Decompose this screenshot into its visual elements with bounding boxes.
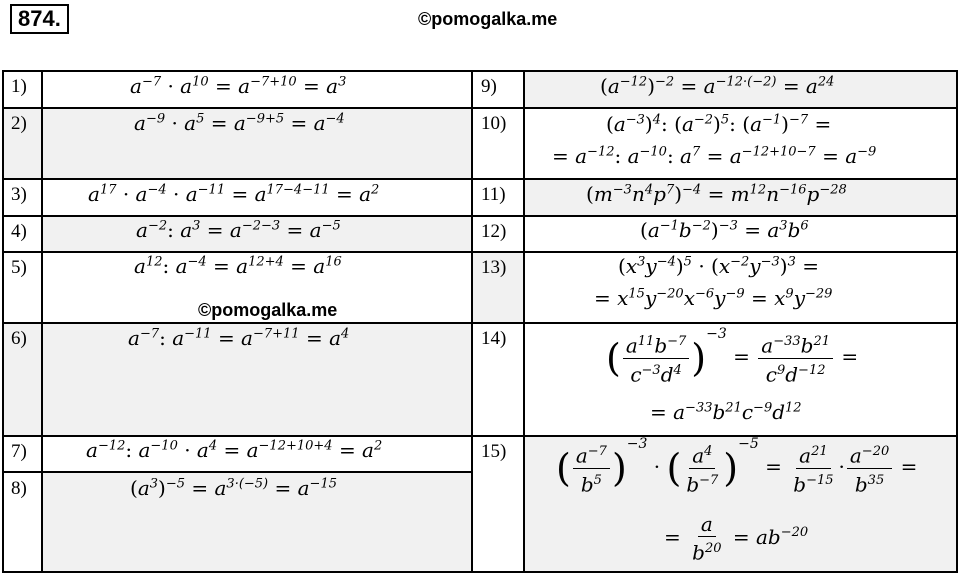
formula-14b: = $a^{-33}b^{21}c^{-9}d^{12}$ [650,400,802,424]
formula-11: $(m^{-3}n^4p^7)^{-4} = m^{12}n^{-16}p^{-28}$ [586,182,847,206]
item-number: 3) [11,184,27,205]
formula-5: $a^{12}$: $a^{-4} = a^{12+4} = a^{16}$ [134,254,342,278]
formula-1: $a^{-7} \cdot a^{10} = a^{-7+10} = a^3$ [130,74,347,98]
item-number: 1) [11,76,27,97]
formula-15b: = $\frac{a}{b^{20}}$ = $ab^{-20}$ [664,512,809,565]
formula-2: $a^{-9} \cdot a^5 = a^{-9+5} = a^{-4}$ [134,111,345,135]
item-number: 15) [481,441,507,462]
formula-8: $(a^3)^{-5} = a^{3\cdot(-5)} = a^{-15}$ [130,476,337,500]
formula-12: $(a^{-1}b^{-2})^{-3} = a^3b^6$ [640,218,809,242]
item-number: 14) [481,328,507,349]
formula-4: $a^{-2}$: $a^3 = a^{-2-3} = a^{-5}$ [136,218,341,242]
item-number: 8) [11,478,27,499]
item-number: 11) [481,184,506,205]
formula-13a: $(x^3y^{-4})^5 \cdot (x^{-2}y^{-3})^3$ = [618,254,819,278]
grid-line [2,322,472,324]
site-header: ©pomogalka.me [418,9,558,29]
item-number: 7) [11,441,27,462]
item-number: 9) [481,76,497,97]
grid-line [472,107,958,109]
formula-9: $(a^{-12})^{-2} = a^{-12\cdot(-2)} = a^{24}$ [600,74,835,98]
grid-line [2,435,472,437]
grid-line [2,471,472,473]
grid-line [2,215,472,217]
watermark: ©pomogalka.me [198,300,338,320]
grid-line [2,70,958,72]
grid-line [472,215,958,217]
formula-7: $a^{-12}$: $a^{-10} \cdot a^4 = a^{-12+10+4} = a^2$ [86,438,383,462]
grid-line [2,178,472,180]
grid-line [2,251,472,253]
item-number: 4) [11,221,27,242]
task-number: 874. [10,4,69,34]
formula-3: $a^{17} \cdot a^{-4} \cdot a^{-11} = a^{17-4-11} = a^2$ [88,182,380,206]
formula-6: $a^{-7}$: $a^{-11} = a^{-7+11} = a^4$ [128,326,350,350]
grid-line [472,178,958,180]
item-number: 12) [481,221,507,242]
item-number: 10) [481,113,507,134]
formula-10a: $(a^{-3})^4$: $(a^{-2})^5$: $(a^{-1})^{-7}$ = [606,112,832,136]
formula-14a: ( $\frac{a^{11}b^{-7}}{c^{-3}d^4}$ )$^{-3}$ = $\frac{a^{-33}b^{21}}{c^9d^{-12}}$ = [606,326,859,387]
grid-line [472,435,958,437]
item-number: 5) [11,257,27,278]
grid-line [2,107,472,109]
item-number: 6) [11,328,27,349]
grid-line [2,571,958,573]
grid-line [472,251,958,253]
item-number: 13) [481,257,507,278]
grid-line [472,322,958,324]
formula-13b: = $x^{15}y^{-20}x^{-6}y^{-9} = x^9y^{-29}$ [594,286,833,310]
formula-10b: = $a^{-12}$: $a^{-10}$: $a^7 = a^{-12+10-7} = a^{-9}$ [552,144,877,168]
formula-15a: ( $\frac{a^{-7}}{b^5}$ )$^{-3}$ · ( $\frac{a^4}{b^{-7}}$ )$^{-5}$ = $\frac{a^{21}}{b^{-15}}$ · $\frac{a^{-20}}{b^{35}}$ = [556,436,918,497]
item-number: 2) [11,113,27,134]
